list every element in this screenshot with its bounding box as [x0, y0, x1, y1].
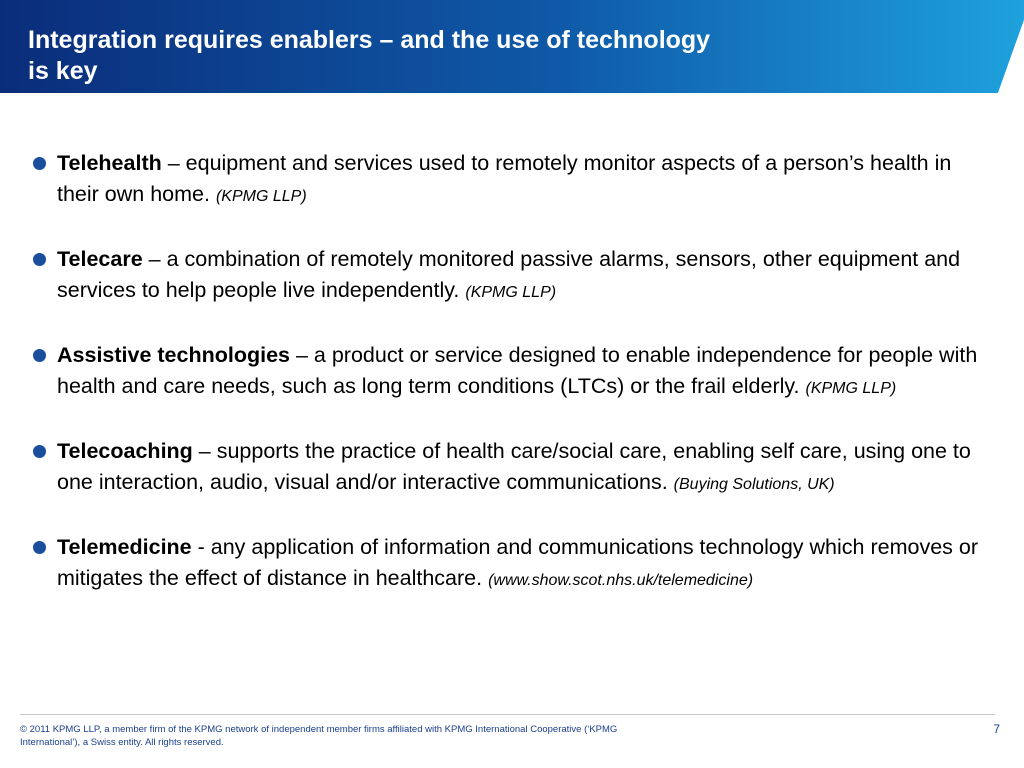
copyright-line2: International’), a Swiss entity. All rights reserved.: [20, 737, 224, 748]
bullet-dot-icon: [33, 445, 46, 458]
bullet-text: – a combination of remotely monitored passive alarms, sensors, other equipment and services to help people live independently.: [57, 247, 961, 302]
bullet-term: Telehealth: [57, 151, 162, 175]
title-banner: [0, 0, 1024, 93]
bullet-term: Telemedicine: [57, 535, 192, 559]
bullet-term: Telecare: [57, 247, 143, 271]
list-item-assistive-technologies: [32, 340, 992, 404]
bullet-text: – equipment and services used to remotely monitor aspects of a person’s health in their own home.: [57, 151, 952, 206]
bullet-text: – a product or service designed to enable independence for people with health and care needs, such as long term conditions (LTCs) or the frail elderly.: [57, 343, 978, 398]
bullet-source: (www.show.scot.nhs.uk/telemedicine): [488, 572, 754, 589]
copyright-notice: [20, 723, 670, 749]
bullet-source: (KPMG LLP): [215, 188, 307, 205]
bullet-dot-icon: [33, 541, 46, 554]
page-number: 7: [993, 722, 1000, 736]
list-item-telehealth: [32, 148, 992, 212]
bullet-dot-icon: [33, 349, 46, 362]
copyright-line1: © 2011 KPMG LLP, a member firm of the KPMG network of independent member firms affiliated with KPMG International Cooperative (‘KPMG: [20, 724, 618, 735]
bullet-source: (Buying Solutions, UK): [673, 476, 835, 493]
list-item-telecare: [32, 244, 992, 308]
list-item-telecoaching: [32, 436, 992, 500]
bullet-dot-icon: [33, 157, 46, 170]
bullet-list: [32, 148, 992, 628]
bullet-term: Assistive technologies: [57, 343, 290, 367]
bullet-source: (KPMG LLP): [465, 284, 557, 301]
slide-title-line1: Integration requires enablers – and the use of technology: [28, 26, 711, 54]
slide-title-line2: is key: [28, 57, 98, 85]
list-item-telemedicine: [32, 532, 992, 596]
slide-title: [28, 25, 928, 87]
footer-divider: [20, 714, 995, 715]
bullet-text: – supports the practice of health care/social care, enabling self care, using one to one interaction, audio, visual and/or interactive communications.: [57, 439, 971, 494]
bullet-text: - any application of information and communications technology which removes or mitigates the effect of distance in healthcare.: [57, 535, 978, 590]
bullet-dot-icon: [33, 253, 46, 266]
bullet-source: (KPMG LLP): [805, 380, 897, 397]
bullet-term: Telecoaching: [57, 439, 193, 463]
